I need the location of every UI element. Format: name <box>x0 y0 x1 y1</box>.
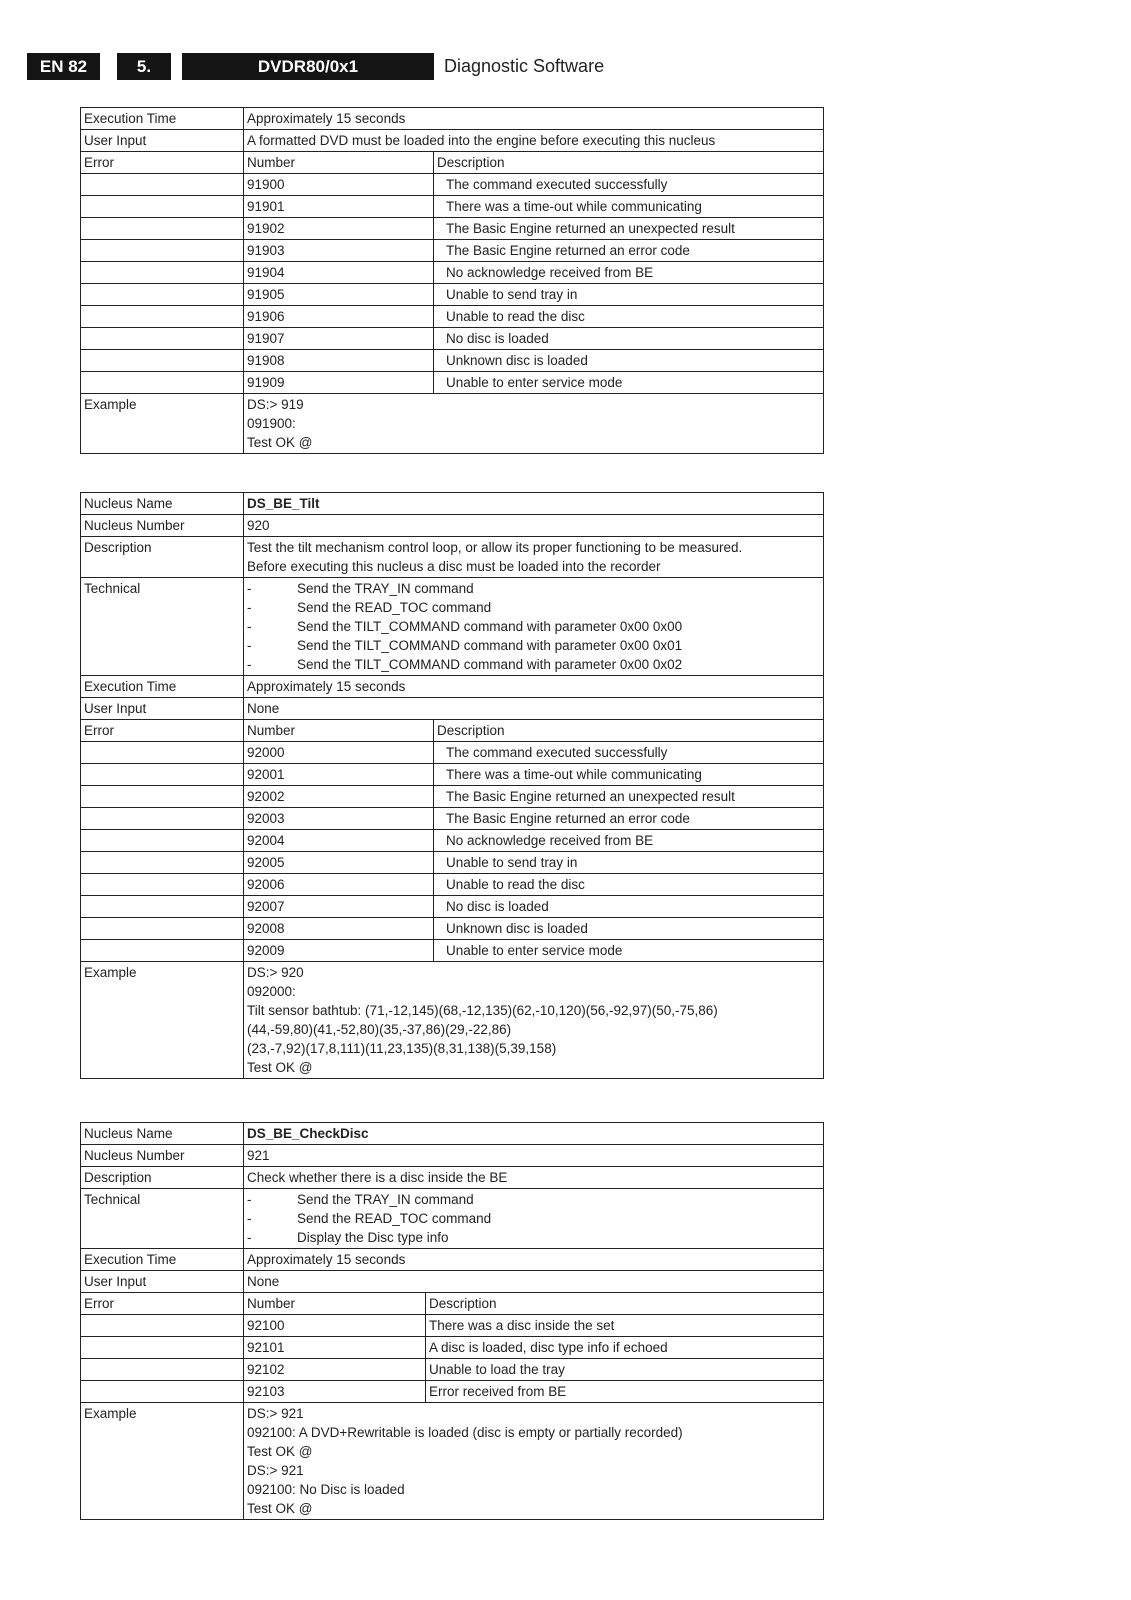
technical-step-text: Send the TRAY_IN command <box>297 581 474 596</box>
error-description: There was a time-out while communicating <box>434 764 824 786</box>
error-description: No disc is loaded <box>434 328 824 350</box>
error-row <box>81 1359 824 1381</box>
error-row-spacer <box>81 830 244 852</box>
text-line: Test the tilt mechanism control loop, or allow its proper functioning to be measured. <box>247 540 743 555</box>
error-description: No acknowledge received from BE <box>434 830 824 852</box>
error-code: 91906 <box>244 306 434 328</box>
exec-time-label: Execution Time <box>81 1249 244 1271</box>
technical-step-text: Send the TRAY_IN command <box>297 1192 474 1207</box>
error-row <box>81 350 824 372</box>
text-line: 091900: <box>247 416 296 431</box>
error-code: 91901 <box>244 196 434 218</box>
error-description: Unknown disc is loaded <box>434 350 824 372</box>
text-line: (23,-7,92)(17,8,111)(11,23,135)(8,31,138)(5,39,158) <box>247 1041 557 1056</box>
page-title: Diagnostic Software <box>444 56 605 76</box>
error-code: 92103 <box>244 1381 426 1403</box>
description-row <box>81 1167 824 1189</box>
error-code: 92101 <box>244 1337 426 1359</box>
error-header-row <box>81 1293 824 1315</box>
technical-step-text: Send the TILT_COMMAND command with parameter 0x00 0x01 <box>297 638 683 653</box>
error-row <box>81 372 824 394</box>
error-description: No acknowledge received from BE <box>434 262 824 284</box>
nucleus-number-label: Nucleus Number <box>81 515 244 537</box>
bullet-dash: - <box>247 1230 252 1245</box>
error-row-spacer <box>81 306 244 328</box>
error-label: Error <box>81 152 244 174</box>
error-code: 91900 <box>244 174 434 196</box>
error-rows <box>81 174 824 394</box>
bullet-dash: - <box>247 600 252 615</box>
error-row <box>81 262 824 284</box>
technical-step-text: Send the READ_TOC command <box>297 1211 492 1226</box>
model-box <box>182 53 434 80</box>
text-line: DS:> 921 <box>247 1406 304 1421</box>
error-rows <box>81 742 824 962</box>
error-code: 92007 <box>244 896 434 918</box>
bullet-dash: - <box>247 1211 252 1226</box>
example-row <box>81 962 824 1079</box>
technical-steps <box>244 1189 824 1249</box>
error-code: 92009 <box>244 940 434 962</box>
error-description: Unable to read the disc <box>434 306 824 328</box>
technical-step <box>247 598 820 617</box>
technical-step <box>247 655 820 674</box>
error-row-spacer <box>81 940 244 962</box>
error-description: There was a disc inside the set <box>426 1315 824 1337</box>
error-row-spacer <box>81 328 244 350</box>
error-description: The Basic Engine returned an unexpected result <box>434 218 824 240</box>
exec-time-value: Approximately 15 seconds <box>244 108 824 130</box>
text-line: 092100: No Disc is loaded <box>247 1482 405 1497</box>
error-code: 92000 <box>244 742 434 764</box>
example-row <box>81 394 824 454</box>
text-line: 092100: A DVD+Rewritable is loaded (disc is empty or partially recorded) <box>247 1425 683 1440</box>
example-row <box>81 1403 824 1520</box>
technical-step <box>247 1190 820 1209</box>
error-row <box>81 786 824 808</box>
nucleus-number-row <box>81 1145 824 1167</box>
nucleus-number-value: 920 <box>244 515 824 537</box>
example-output <box>244 1403 824 1520</box>
bullet-dash: - <box>247 619 252 634</box>
exec-time-row <box>81 108 824 130</box>
user-input-row <box>81 698 824 720</box>
technical-step <box>247 617 820 636</box>
description-column-header: Description <box>426 1293 824 1315</box>
nucleus-name-value: DS_BE_CheckDisc <box>247 1126 369 1141</box>
technical-label: Technical <box>81 1189 244 1249</box>
user-input-value: A formatted DVD must be loaded into the engine before executing this nucleus <box>244 130 824 152</box>
error-code: 91904 <box>244 262 434 284</box>
text-line: Test OK @ <box>247 1501 313 1516</box>
exec-time-value: Approximately 15 seconds <box>244 676 824 698</box>
error-row <box>81 328 824 350</box>
error-row-spacer <box>81 764 244 786</box>
error-description: Unable to send tray in <box>434 284 824 306</box>
user-input-value: None <box>244 1271 824 1293</box>
technical-step-text: Send the TILT_COMMAND command with parameter 0x00 0x02 <box>297 657 683 672</box>
error-row-spacer <box>81 808 244 830</box>
error-code: 91902 <box>244 218 434 240</box>
error-row-spacer <box>81 1337 244 1359</box>
error-row <box>81 764 824 786</box>
error-row <box>81 218 824 240</box>
technical-row <box>81 578 824 676</box>
error-code: 91907 <box>244 328 434 350</box>
error-description: A disc is loaded, disc type info if echoed <box>426 1337 824 1359</box>
example-label: Example <box>81 394 244 454</box>
text-line: Before executing this nucleus a disc must be loaded into the recorder <box>247 559 661 574</box>
nucleus-number-value: 921 <box>244 1145 824 1167</box>
text-line: (44,-59,80)(41,-52,80)(35,-37,86)(29,-22,86) <box>247 1022 512 1037</box>
nucleus-number-row <box>81 515 824 537</box>
technical-step <box>247 579 820 598</box>
error-code: 92102 <box>244 1359 426 1381</box>
error-header-row <box>81 720 824 742</box>
error-row-spacer <box>81 896 244 918</box>
error-code: 92006 <box>244 874 434 896</box>
error-row-spacer <box>81 1315 244 1337</box>
technical-step-text: Send the TILT_COMMAND command with parameter 0x00 0x00 <box>297 619 683 634</box>
technical-step-text: Send the READ_TOC command <box>297 600 492 615</box>
error-description: The Basic Engine returned an error code <box>434 808 824 830</box>
error-code: 91903 <box>244 240 434 262</box>
error-label: Error <box>81 1293 244 1315</box>
error-code: 92100 <box>244 1315 426 1337</box>
error-row-spacer <box>81 786 244 808</box>
error-label: Error <box>81 720 244 742</box>
example-output <box>244 962 824 1079</box>
example-output <box>244 394 824 454</box>
bullet-dash: - <box>247 1192 252 1207</box>
error-header-row <box>81 152 824 174</box>
error-row-spacer <box>81 350 244 372</box>
description-column-header: Description <box>434 152 824 174</box>
exec-time-label: Execution Time <box>81 108 244 130</box>
error-code: 92008 <box>244 918 434 940</box>
error-row <box>81 1315 824 1337</box>
number-column-header: Number <box>244 152 434 174</box>
error-row <box>81 1381 824 1403</box>
error-description: Unable to read the disc <box>434 874 824 896</box>
exec-time-row <box>81 676 824 698</box>
error-description: Unable to enter service mode <box>434 940 824 962</box>
error-row <box>81 918 824 940</box>
nucleus-name-label: Nucleus Name <box>81 493 244 515</box>
nucleus-name-value: DS_BE_Tilt <box>247 496 320 511</box>
bullet-dash: - <box>247 581 252 596</box>
exec-time-label: Execution Time <box>81 676 244 698</box>
error-row <box>81 808 824 830</box>
error-code: 92002 <box>244 786 434 808</box>
error-description: The Basic Engine returned an unexpected result <box>434 786 824 808</box>
text-line: 092000: <box>247 984 296 999</box>
error-row <box>81 830 824 852</box>
page-code-box <box>27 53 100 80</box>
page-code: EN 82 <box>39 57 88 76</box>
model-name: DVDR80/0x1 <box>257 57 359 76</box>
nucleus-name-label: Nucleus Name <box>81 1123 244 1145</box>
error-row-spacer <box>81 1381 244 1403</box>
technical-step <box>247 1209 820 1228</box>
error-row-spacer <box>81 852 244 874</box>
error-description: No disc is loaded <box>434 896 824 918</box>
description-row <box>81 537 824 578</box>
error-row-spacer <box>81 372 244 394</box>
error-row <box>81 284 824 306</box>
error-row <box>81 1337 824 1359</box>
error-row <box>81 874 824 896</box>
text-line: Test OK @ <box>247 1444 313 1459</box>
nucleus-number-label: Nucleus Number <box>81 1145 244 1167</box>
description-label: Description <box>81 1167 244 1189</box>
error-code: 92003 <box>244 808 434 830</box>
number-column-header: Number <box>244 720 434 742</box>
error-row-spacer <box>81 742 244 764</box>
nucleus-name-row <box>81 1123 824 1145</box>
description-value: Check whether there is a disc inside the BE <box>244 1167 824 1189</box>
user-input-label: User Input <box>81 130 244 152</box>
user-input-value: None <box>244 698 824 720</box>
error-description: The Basic Engine returned an error code <box>434 240 824 262</box>
error-code: 91908 <box>244 350 434 372</box>
error-row-spacer <box>81 262 244 284</box>
error-row-spacer <box>81 284 244 306</box>
error-description: Error received from BE <box>426 1381 824 1403</box>
error-row-spacer <box>81 1359 244 1381</box>
text-line: DS:> 921 <box>247 1463 304 1478</box>
example-label: Example <box>81 1403 244 1520</box>
error-row-spacer <box>81 918 244 940</box>
nucleus-920-table <box>80 492 824 1079</box>
description-column-header: Description <box>434 720 824 742</box>
nucleus-919-table <box>80 107 824 454</box>
bullet-dash: - <box>247 657 252 672</box>
error-row <box>81 306 824 328</box>
text-line: Tilt sensor bathtub: (71,-12,145)(68,-12,135)(62,-10,120)(56,-92,97)(50,-75,86) <box>247 1003 718 1018</box>
user-input-label: User Input <box>81 698 244 720</box>
user-input-row <box>81 130 824 152</box>
error-row <box>81 742 824 764</box>
error-code: 91905 <box>244 284 434 306</box>
error-row-spacer <box>81 240 244 262</box>
technical-steps <box>244 578 824 676</box>
text-line: DS:> 919 <box>247 397 304 412</box>
nucleus-921-table <box>80 1122 824 1520</box>
number-column-header: Number <box>244 1293 426 1315</box>
error-description: The command executed successfully <box>434 742 824 764</box>
error-description: There was a time-out while communicating <box>434 196 824 218</box>
example-label: Example <box>81 962 244 1079</box>
technical-step <box>247 1228 820 1247</box>
error-row <box>81 196 824 218</box>
error-row-spacer <box>81 874 244 896</box>
error-description: Unknown disc is loaded <box>434 918 824 940</box>
chapter-box <box>117 53 171 80</box>
error-row <box>81 940 824 962</box>
bullet-dash: - <box>247 638 252 653</box>
description-value <box>244 537 824 578</box>
text-line: Test OK @ <box>247 435 313 450</box>
technical-step <box>247 636 820 655</box>
technical-label: Technical <box>81 578 244 676</box>
error-description: Unable to enter service mode <box>434 372 824 394</box>
technical-step-text: Display the Disc type info <box>297 1230 449 1245</box>
error-row <box>81 240 824 262</box>
exec-time-row <box>81 1249 824 1271</box>
error-description: The command executed successfully <box>434 174 824 196</box>
error-row <box>81 852 824 874</box>
technical-row <box>81 1189 824 1249</box>
user-input-row <box>81 1271 824 1293</box>
error-row-spacer <box>81 218 244 240</box>
error-code: 92005 <box>244 852 434 874</box>
error-rows <box>81 1315 824 1403</box>
nucleus-name-row <box>81 493 824 515</box>
chapter-number: 5. <box>136 57 152 76</box>
error-row-spacer <box>81 174 244 196</box>
text-line: DS:> 920 <box>247 965 304 980</box>
error-row <box>81 174 824 196</box>
error-row <box>81 896 824 918</box>
error-code: 92001 <box>244 764 434 786</box>
exec-time-value: Approximately 15 seconds <box>244 1249 824 1271</box>
error-row-spacer <box>81 196 244 218</box>
error-code: 91909 <box>244 372 434 394</box>
text-line: Test OK @ <box>247 1060 313 1075</box>
error-description: Unable to send tray in <box>434 852 824 874</box>
user-input-label: User Input <box>81 1271 244 1293</box>
description-label: Description <box>81 537 244 578</box>
error-code: 92004 <box>244 830 434 852</box>
error-description: Unable to load the tray <box>426 1359 824 1381</box>
